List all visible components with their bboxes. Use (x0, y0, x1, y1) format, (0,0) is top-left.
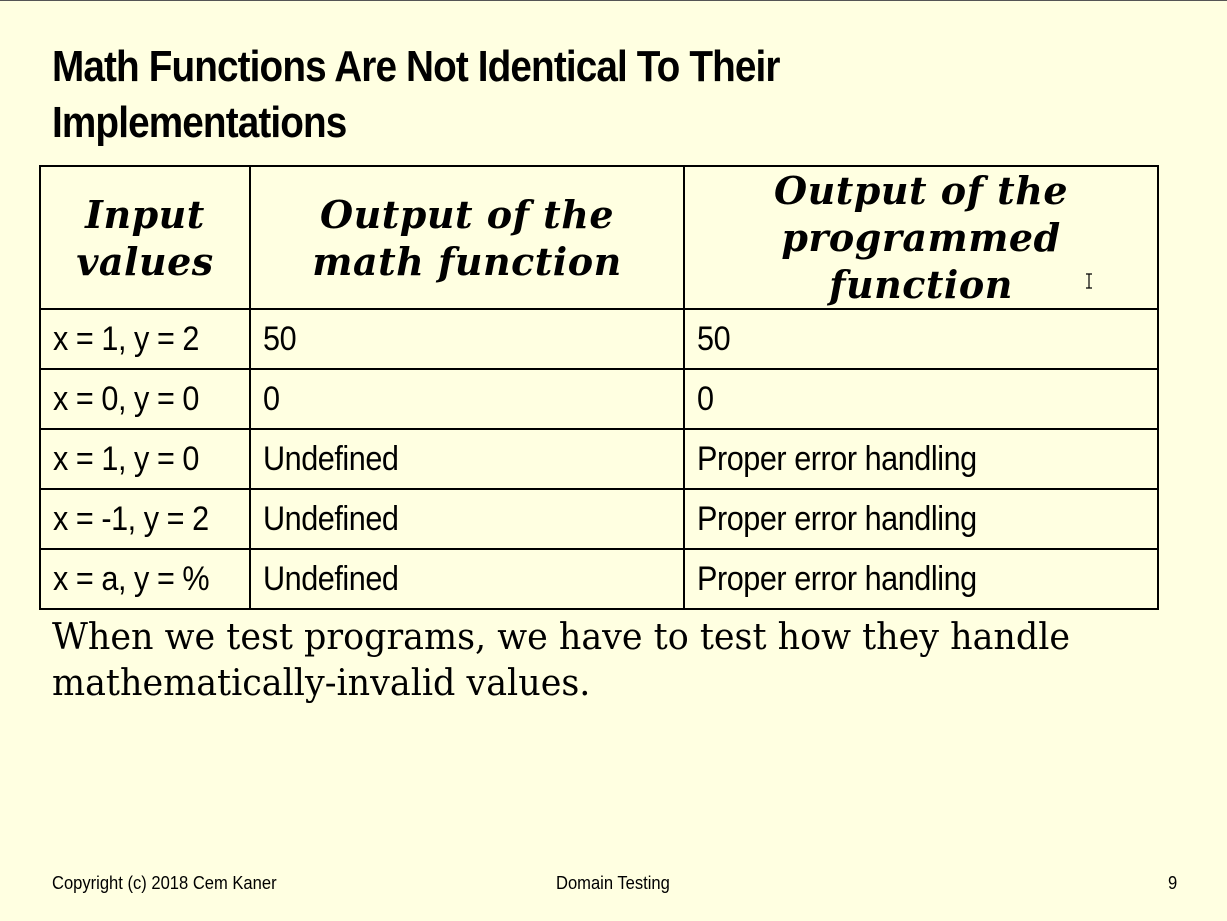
cell-programmed-output-text: Proper error handling (697, 499, 977, 538)
cell-programmed-output-text: 0 (697, 379, 714, 418)
cell-programmed-output (684, 369, 1158, 429)
cell-input (40, 489, 250, 549)
cell-math-output (250, 549, 684, 609)
cell-input-text: x = 0, y = 0 (53, 379, 199, 418)
cell-math-output-text: 50 (263, 319, 297, 358)
slide-title-line-2: Implementations (52, 98, 347, 147)
table-row (40, 369, 1158, 429)
cell-input-text: x = 1, y = 0 (53, 439, 199, 478)
slide-body-text (52, 615, 1138, 707)
footer-course-title: Domain Testing (556, 873, 670, 893)
cell-input-text: x = 1, y = 2 (53, 319, 199, 358)
cell-programmed-output-text: 50 (697, 319, 731, 358)
cell-math-output (250, 369, 684, 429)
slide-body-line-1: When we test programs, we have to test how they handle (52, 617, 1071, 658)
footer-copyright: Copyright (c) 2018 Cem Kaner (52, 873, 277, 893)
text-cursor-icon (1084, 273, 1094, 289)
footer-page-number: 9 (1168, 873, 1178, 893)
cell-programmed-output (684, 429, 1158, 489)
cell-input (40, 429, 250, 489)
cell-input (40, 309, 250, 369)
header-math-output-line-1: Output of the (319, 191, 615, 237)
cell-math-output-text: Undefined (263, 499, 399, 538)
cell-programmed-output (684, 489, 1158, 549)
cell-math-output (250, 429, 684, 489)
cell-math-output-text: Undefined (263, 559, 399, 598)
header-input-values-line-1: Input (85, 191, 205, 237)
cell-math-output-text: 0 (263, 379, 280, 418)
cell-input-text: x = -1, y = 2 (53, 499, 209, 538)
slide-body-line-2: mathematically-invalid values. (52, 663, 591, 704)
header-programmed-output-line-2: programmed function (781, 215, 1061, 307)
cell-input (40, 369, 250, 429)
cell-input (40, 549, 250, 609)
comparison-table (39, 165, 1159, 610)
table-row (40, 309, 1158, 369)
cell-math-output (250, 489, 684, 549)
table-row (40, 549, 1158, 609)
slide-title-line-1: Math Functions Are Not Identical To Their (52, 42, 780, 91)
header-input-values-line-2: values (76, 238, 214, 284)
cell-programmed-output-text: Proper error handling (697, 559, 977, 598)
cell-input-text: x = a, y = % (53, 559, 210, 598)
cell-math-output-text: Undefined (263, 439, 399, 478)
cell-programmed-output-text: Proper error handling (697, 439, 977, 478)
header-programmed-output-line-1: Output of the (773, 168, 1069, 213)
header-math-output (250, 166, 684, 309)
table-row (40, 429, 1158, 489)
slide-title (52, 39, 1020, 151)
table-row (40, 489, 1158, 549)
cell-programmed-output (684, 309, 1158, 369)
header-input-values (40, 166, 250, 309)
header-math-output-line-2: math function (312, 238, 622, 284)
table-header-row (40, 166, 1158, 309)
cell-programmed-output (684, 549, 1158, 609)
cell-math-output (250, 309, 684, 369)
